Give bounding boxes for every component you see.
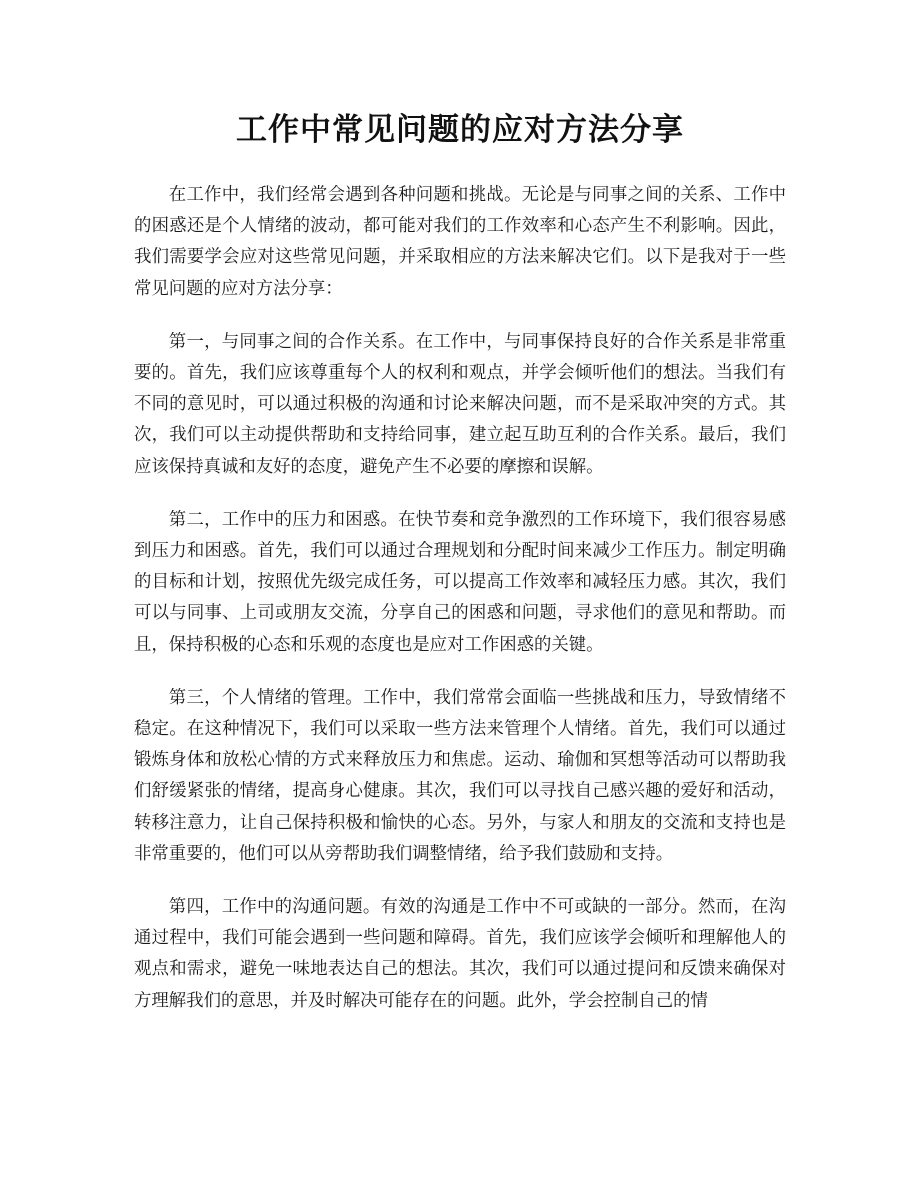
document-title: 工作中常见问题的应对方法分享 — [236, 112, 684, 148]
paragraph-communication: 第四，工作中的沟通问题。有效的沟通是工作中不可或缺的一部分。然而，在沟通过程中，我们可能会遇到一些问题和障碍。首先，我们应该学会倾听和理解他人的观点和需求，避免一味地表达自己的想法。其次，我们可以通过提问和反馈来确保对方理解我们的意思，并及时解决可能存在的问题。此外，学会控制自己的情 — [134, 897, 786, 1011]
paragraph-emotion-management: 第三，个人情绪的管理。工作中，我们常常会面临一些挑战和压力，导致情绪不稳定。在这种情况下，我们可以采取一些方法来管理个人情绪。首先，我们可以通过锻炼身体和放松心情的方式来释放压力和焦虑。运动、瑜伽和冥想等活动可以帮助我们舒缓紧张的情绪，提高身心健康。其次，我们可以寻找自己感兴趣的爱好和活动，转移注意力，让自己保持积极和愉快的心态。另外，与家人和朋友的交流和支持也是非常重要的，他们可以从旁帮助我们调整情绪，给予我们鼓励和支持。 — [134, 687, 786, 864]
paragraph-intro: 在工作中，我们经常会遇到各种问题和挑战。无论是与同事之间的关系、工作中的困惑还是个人情绪的波动，都可能对我们的工作效率和心态产生不利影响。因此，我们需要学会应对这些常见问题，并采取相应的方法来解决它们。以下是我对于一些常见问题的应对方法分享： — [134, 185, 786, 299]
document-body — [134, 180, 786, 1039]
paragraph-colleague-relations: 第一，与同事之间的合作关系。在工作中，与同事保持良好的合作关系是非常重要的。首先，我们应该尊重每个人的权利和观点，并学会倾听他们的想法。当我们有不同的意见时，可以通过积极的沟通和讨论来解决问题，而不是采取冲突的方式。其次，我们可以主动提供帮助和支持给同事，建立起互助互利的合作关系。最后，我们应该保持真诚和友好的态度，避免产生不必要的摩擦和误解。 — [134, 331, 786, 477]
paragraph-work-pressure: 第二，工作中的压力和困惑。在快节奏和竞争激烈的工作环境下，我们很容易感到压力和困惑。首先，我们可以通过合理规划和分配时间来减少工作压力。制定明确的目标和计划，按照优先级完成任务，可以提高工作效率和减轻压力感。其次，我们可以与同事、上司或朋友交流，分享自己的困惑和问题，寻求他们的意见和帮助。而且，保持积极的心态和乐观的态度也是应对工作困惑的关键。 — [134, 509, 786, 655]
